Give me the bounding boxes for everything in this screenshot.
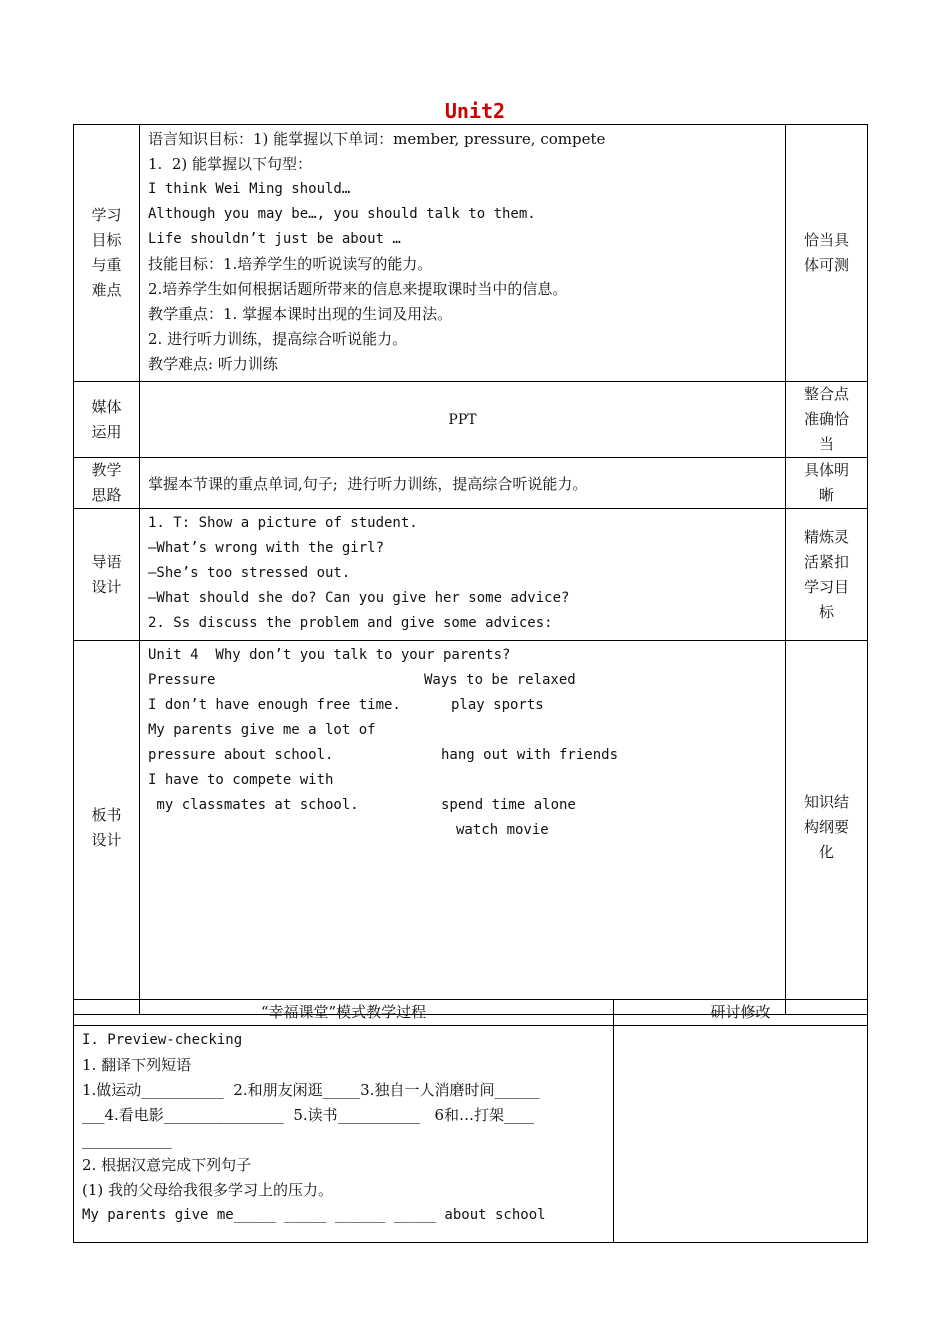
text-line: I. Preview-checking: [82, 1032, 243, 1048]
pressure-title: Pressure: [148, 672, 216, 688]
text-line: My parents give me_____ _____ ______ _____ about school: [82, 1207, 546, 1223]
objectives-content: [140, 125, 786, 382]
revision-content: [614, 1026, 868, 1243]
revision-header: 研讨修改: [614, 1000, 868, 1026]
board-layout: [148, 643, 777, 843]
row-label: [74, 641, 140, 1015]
board-content: [140, 641, 786, 1015]
label-text: 板书 设计: [91, 805, 122, 849]
relax-item: play sports: [451, 697, 544, 713]
row-label: [74, 509, 140, 641]
process-header: “幸福课堂”模式教学过程: [74, 1000, 614, 1026]
text-line: 1.做运动___________ 2.和朋友闲逛_____3.独自一人消磨时间______: [82, 1081, 540, 1099]
pressure-item: my classmates at school.: [148, 797, 359, 813]
board-heading: Unit 4 Why don’t you talk to your parents?: [148, 647, 511, 663]
pressure-item: I don’t have enough free time.: [148, 697, 401, 713]
note-text: 精炼灵 活紧扣 学习目 标: [803, 527, 849, 621]
note-text: 知识结 构纲要 化: [803, 793, 849, 861]
text-line: 语言知识目标：1) 能掌握以下单词：member, pressure, compete: [148, 130, 606, 148]
page-title: Unit2: [444, 99, 506, 123]
text-line: 2. Ss discuss the problem and give some advices:: [148, 615, 553, 631]
label-text: 媒体 运用: [91, 397, 122, 441]
text-line: 2. 根据汉意完成下列句子: [82, 1156, 252, 1174]
media-value: PPT: [448, 411, 477, 428]
text-line: ___4.看电影________________ 5.读书___________ 6和…打架____: [82, 1106, 535, 1124]
row-note: [786, 458, 868, 509]
row-label: [74, 382, 140, 458]
row-note: [786, 641, 868, 1015]
text-line: (1) 我的父母给我很多学习上的压力。: [82, 1181, 334, 1199]
process-body-row: [74, 1026, 868, 1243]
text-line: ____________: [82, 1131, 172, 1149]
relax-item: hang out with friends: [441, 747, 619, 763]
row-label: [74, 125, 140, 382]
text-line: —What should she do? Can you give her some advice?: [148, 590, 570, 606]
lead-in-content: [140, 509, 786, 641]
row-board: [74, 641, 868, 1015]
process-header-row: [74, 1000, 868, 1026]
text-line: 技能目标：1.培养学生的听说读写的能力。: [148, 255, 433, 273]
text-line: Life shouldn’t just be about …: [148, 231, 401, 247]
label-text: 导语 设计: [91, 552, 122, 596]
approach-content: [140, 458, 786, 509]
text-line: —She’s too stressed out.: [148, 565, 351, 581]
pressure-item: My parents give me a lot of: [148, 722, 376, 738]
text-line: 1. 翻译下列短语: [82, 1056, 192, 1074]
process-table: [73, 999, 868, 1243]
text-line: 1. 2) 能掌握以下句型：: [148, 155, 313, 173]
lesson-plan-table: [73, 124, 868, 1015]
relax-title: Ways to be relaxed: [424, 672, 576, 688]
row-approach: [74, 458, 868, 509]
row-note: [786, 509, 868, 641]
text-line: 2.培养学生如何根据话题所带来的信息来提取课时当中的信息。: [148, 280, 568, 298]
note-text: 具体明 晰: [803, 461, 849, 504]
text-line: —What’s wrong with the girl?: [148, 540, 385, 556]
media-content: [140, 382, 786, 458]
note-text: 恰当具 体可测: [803, 231, 849, 274]
relax-item: watch movie: [456, 822, 549, 838]
text-line: 教学难点: 听力训练: [148, 355, 278, 373]
relax-item: spend time alone: [441, 797, 576, 813]
text-line: 教学重点：1. 掌握本课时出现的生词及用法。: [148, 305, 453, 323]
note-text: 整合点 准确恰 当: [803, 385, 849, 453]
row-note: [786, 125, 868, 382]
text-line: 掌握本节课的重点单词,句子; 进行听力训练，提高综合听说能力。: [148, 474, 588, 493]
text-line: 2. 进行听力训练，提高综合听说能力。: [148, 330, 408, 348]
row-note: [786, 382, 868, 458]
row-objectives: [74, 125, 868, 382]
row-label: [74, 458, 140, 509]
process-content: [74, 1026, 614, 1243]
text-line: Although you may be…, you should talk to them.: [148, 206, 536, 222]
text-line: I think Wei Ming should…: [148, 181, 351, 197]
pressure-item: I have to compete with: [148, 772, 334, 788]
row-media: [74, 382, 868, 458]
label-text: 教学 思路: [91, 461, 122, 504]
pressure-item: pressure about school.: [148, 747, 334, 763]
row-lead-in: [74, 509, 868, 641]
text-line: 1. T: Show a picture of student.: [148, 515, 418, 531]
label-text: 学习 目标 与重 难点: [91, 206, 122, 299]
